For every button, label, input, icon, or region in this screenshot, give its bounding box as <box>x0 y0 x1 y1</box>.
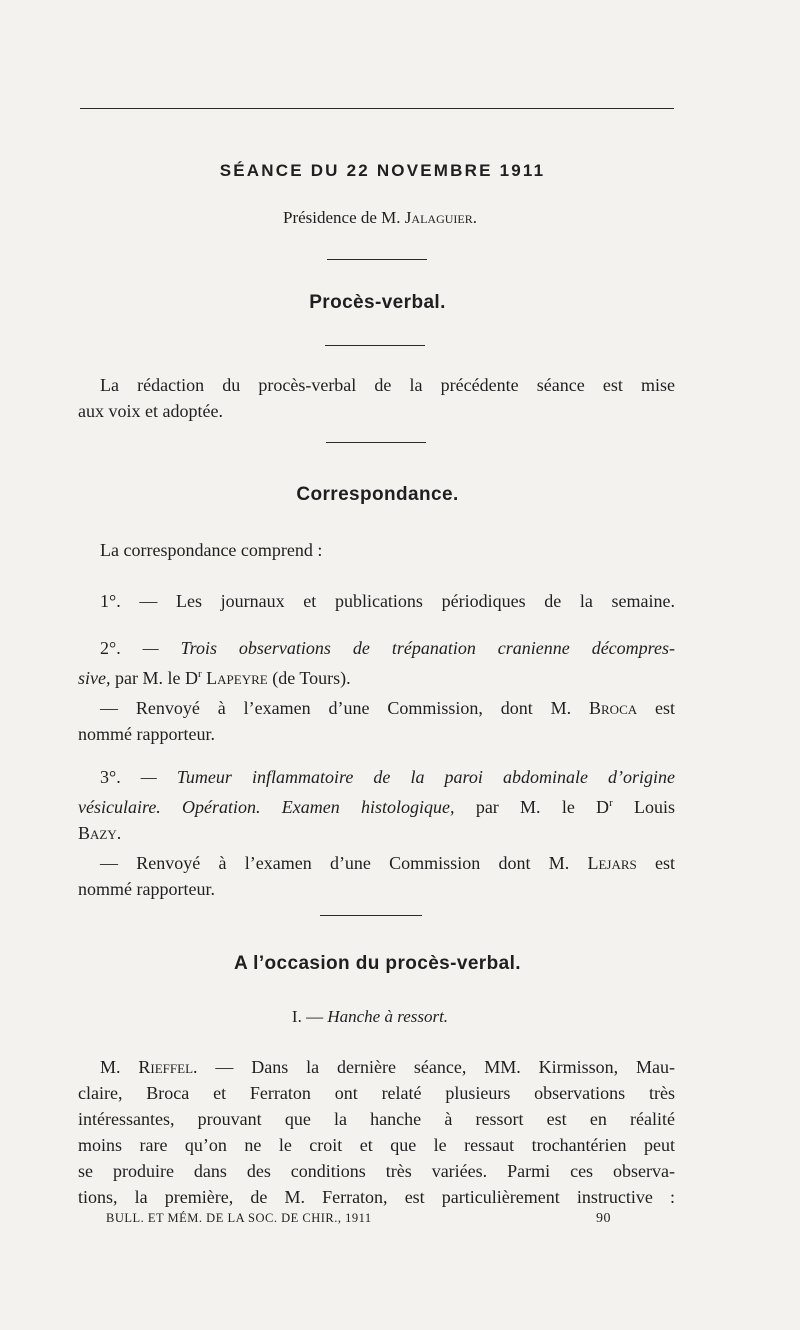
speaker-name: M. Rieffel. <box>100 1057 198 1077</box>
correspondance-intro <box>78 537 675 563</box>
item-number: 3°. <box>100 767 121 787</box>
proces-verbal-line2: aux voix et adoptée. <box>78 401 223 421</box>
author-first-name: Louis <box>634 797 676 817</box>
proces-verbal-paragraph <box>78 372 675 424</box>
author-suffix: (de Tours). <box>272 668 351 688</box>
presidence-line <box>0 208 760 228</box>
paragraph-line: se produire dans des conditions très variées. Parmi ces observa- <box>78 1161 675 1181</box>
page-number: 90 <box>596 1211 611 1226</box>
item-title-line2: sive, <box>78 668 111 688</box>
subtitle-text: Hanche à ressort. <box>327 1007 449 1026</box>
occasion-title: A l’occasion du procès-verbal. <box>234 953 521 974</box>
paragraph-line: moins rare qu’on ne le croit et que le ressaut trochantérien peut <box>78 1135 675 1155</box>
journal-reference: BULL. ET MÉM. DE LA SOC. DE CHIR., 1911 <box>106 1211 372 1225</box>
section-rule <box>325 345 425 346</box>
renvoi-line2: nommé rapporteur. <box>78 879 215 899</box>
rapporteur-name: Lejars <box>587 853 637 873</box>
renvoi-text: — Renvoyé à l’examen d’une Commission dont M. <box>100 853 570 873</box>
paragraph-line: tions, la première, de M. Ferraton, est particulièrement instructive : <box>78 1187 675 1207</box>
author-prefix: par M. le D <box>114 668 198 688</box>
correspondance-intro-text: La correspondance comprend : <box>100 540 323 560</box>
renvoi-text: — Renvoyé à l’examen d’une Commission, dont M. <box>100 698 572 718</box>
session-title: SÉANCE DU 22 NOVEMBRE 1911 <box>219 161 546 180</box>
section-rule <box>326 442 426 443</box>
item-number: 1°. <box>100 591 121 611</box>
item-text: — Les journaux et publications périodiques de la semaine. <box>139 591 675 611</box>
correspondance-title: Correspondance. <box>296 484 459 505</box>
presidence-prefix: Présidence de M. <box>282 208 401 227</box>
occasion-paragraph <box>78 1054 675 1210</box>
section-rule <box>320 915 422 916</box>
correspondance-item-1 <box>78 588 675 614</box>
paragraph-line: — Dans la dernière séance, MM. Kirmisson, Mau- <box>215 1057 676 1077</box>
page-footer <box>106 1211 611 1226</box>
item-number: 2°. <box>100 638 121 658</box>
proces-verbal-title: Procès-verbal. <box>309 292 446 313</box>
item-title-line1: — Tumeur inflammatoire de la paroi abdominale d’origine <box>140 767 676 787</box>
item-title-line1: — Trois observations de trépanation cranienne décompres- <box>142 638 675 658</box>
rapporteur-name: Broca <box>589 698 638 718</box>
author-prefix: par M. le D <box>475 797 610 817</box>
occasion-subtitle <box>0 1007 740 1027</box>
correspondance-item-2 <box>78 635 675 747</box>
correspondance-item-3 <box>78 764 675 902</box>
top-rule <box>80 108 674 109</box>
renvoi-text-end: est <box>655 698 676 718</box>
paragraph-line: claire, Broca et Ferraton ont relaté plusieurs observations très <box>78 1083 675 1103</box>
author-sup: r <box>609 797 613 809</box>
author-sup: r <box>197 668 202 680</box>
author-name: Bazy. <box>78 823 122 843</box>
paragraph-line: intéressantes, prouvant que la hanche à ressort est en réalité <box>78 1109 675 1129</box>
proces-verbal-line1: La rédaction du procès-verbal de la précédente séance est mise <box>100 375 675 395</box>
president-name: Jalaguier. <box>404 208 477 227</box>
section-rule <box>327 259 427 260</box>
renvoi-text-end: est <box>655 853 675 873</box>
author-name: Lapeyre <box>206 668 268 688</box>
renvoi-line2: nommé rapporteur. <box>78 724 215 744</box>
item-title-line2: vésiculaire. Opération. Examen histologique, <box>78 797 455 817</box>
subtitle-number: I. — <box>291 1007 324 1026</box>
